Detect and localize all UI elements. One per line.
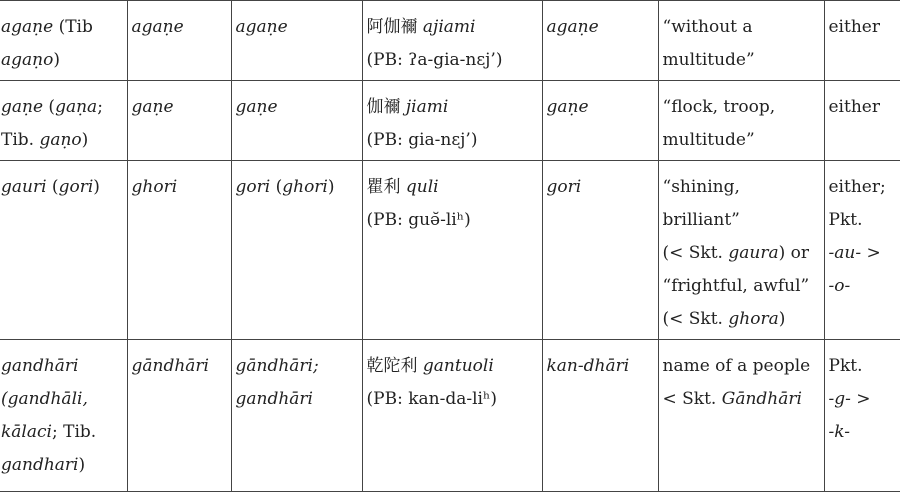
pb-reading: : kan-da-liʰ) <box>397 389 497 409</box>
text: -o- <box>828 276 851 296</box>
text: ) <box>78 455 86 475</box>
han-text: 乾陀利 <box>366 356 418 376</box>
cell-chinese: 阿伽禰 ajiami (PB: ʔa-gia-nɛj’) <box>362 1 542 81</box>
text: agaṇe <box>1 17 54 37</box>
text: ( <box>270 177 283 197</box>
text: (gandhāli, <box>1 389 88 409</box>
text: ) <box>327 177 335 197</box>
cell-meaning <box>658 340 824 492</box>
text: gāndhāri; <box>235 356 319 376</box>
text: ) <box>53 50 60 70</box>
cell-form <box>0 1 127 81</box>
text: either; <box>828 177 886 197</box>
cell-reconstruction: gaṇe <box>542 81 658 161</box>
text: gaṇa <box>55 97 98 117</box>
text: -au- > <box>828 243 881 263</box>
pinyin: ajiami <box>422 17 476 37</box>
pb-label: PB <box>373 389 398 409</box>
table-row <box>0 340 900 492</box>
text: ( <box>46 177 59 197</box>
cell-chinese: 伽禰 jiami (PB: gia-nɛj’) <box>362 81 542 161</box>
pb-reading: : guǝ̆-liʰ) <box>397 210 471 230</box>
cell-form <box>0 81 127 161</box>
pb-label: PB <box>373 210 398 230</box>
text: ) <box>81 130 89 150</box>
cell-notes <box>824 161 900 340</box>
han-text: 阿伽禰 <box>366 17 418 37</box>
text: (< Skt. <box>662 243 729 263</box>
text: gori <box>235 177 271 197</box>
text: ; Tib. <box>51 422 97 442</box>
text: “without a <box>662 17 753 37</box>
pinyin: quli <box>405 177 439 197</box>
cell-reconstruction: gori <box>542 161 658 340</box>
text: ; <box>97 97 103 117</box>
text: Gāndhāri <box>721 389 802 409</box>
table-row <box>0 161 900 340</box>
text: ghori <box>282 177 328 197</box>
cell-variant-a: ghori <box>127 161 231 340</box>
cell-meaning <box>658 161 824 340</box>
text: (Tib <box>53 17 93 37</box>
text: ) <box>93 177 100 197</box>
text: either <box>828 97 880 117</box>
text: < Skt. <box>662 389 722 409</box>
cell-notes <box>824 1 900 81</box>
text: -g- > <box>828 389 871 409</box>
cell-meaning <box>658 1 824 81</box>
cell-variant-b: gaṇe <box>231 81 362 161</box>
text: “frightful, awful” <box>662 276 810 296</box>
table-row <box>0 81 900 161</box>
text: Pkt. <box>828 356 863 376</box>
cell-notes <box>824 340 900 492</box>
text: agaṇo <box>1 50 54 70</box>
text: gauri <box>1 177 47 197</box>
text: gaṇo <box>39 130 82 150</box>
text: “shining, <box>662 177 740 197</box>
table-row <box>0 1 900 81</box>
cell-reconstruction: agaṇe <box>542 1 658 81</box>
han-text: 瞿利 <box>366 177 401 197</box>
text: gaṇe <box>1 97 44 117</box>
cell-variant-a: gaṇe <box>127 81 231 161</box>
text: gandhari <box>1 455 79 475</box>
text: brilliant” <box>662 210 740 230</box>
pb-label: PB <box>373 50 398 70</box>
cell-reconstruction: kan-dhāri <box>542 340 658 492</box>
han-text: 伽禰 <box>366 97 401 117</box>
text: Tib. <box>1 130 40 150</box>
text: (< Skt. <box>662 309 729 329</box>
cell-variant-a: gāndhāri <box>127 340 231 492</box>
cell-variant-a: agaṇe <box>127 1 231 81</box>
text: ( <box>43 97 56 117</box>
pinyin: jiami <box>405 97 449 117</box>
cell-variant-b <box>231 161 362 340</box>
text: ) or <box>778 243 810 263</box>
text: ghora <box>728 309 779 329</box>
text: either <box>828 17 880 37</box>
cell-form <box>0 161 127 340</box>
text: name of a people <box>662 356 811 376</box>
pb-label: PB <box>373 130 398 150</box>
cell-notes <box>824 81 900 161</box>
pinyin: gantuoli <box>422 356 494 376</box>
cell-form <box>0 340 127 492</box>
text: gori <box>58 177 94 197</box>
text: “flock, troop, <box>662 97 776 117</box>
text: gandhāri <box>1 356 79 376</box>
text: multitude” <box>662 130 755 150</box>
text: -k- <box>828 422 850 442</box>
cell-meaning <box>658 81 824 161</box>
pb-reading: : ʔa-gia-nɛj’) <box>397 50 503 70</box>
text: Pkt. <box>828 210 863 230</box>
text: kālaci <box>1 422 52 442</box>
text: multitude” <box>662 50 755 70</box>
cell-chinese: 乾陀利 gantuoli (PB: kan-da-liʰ) <box>362 340 542 492</box>
cell-variant-b <box>231 340 362 492</box>
text: ) <box>778 309 786 329</box>
text: gaura <box>728 243 779 263</box>
cell-variant-b: agaṇe <box>231 1 362 81</box>
pb-reading: : gia-nɛj’) <box>397 130 478 150</box>
cell-chinese: 瞿利 quli (PB: guǝ̆-liʰ) <box>362 161 542 340</box>
text: gandhāri <box>235 389 313 409</box>
